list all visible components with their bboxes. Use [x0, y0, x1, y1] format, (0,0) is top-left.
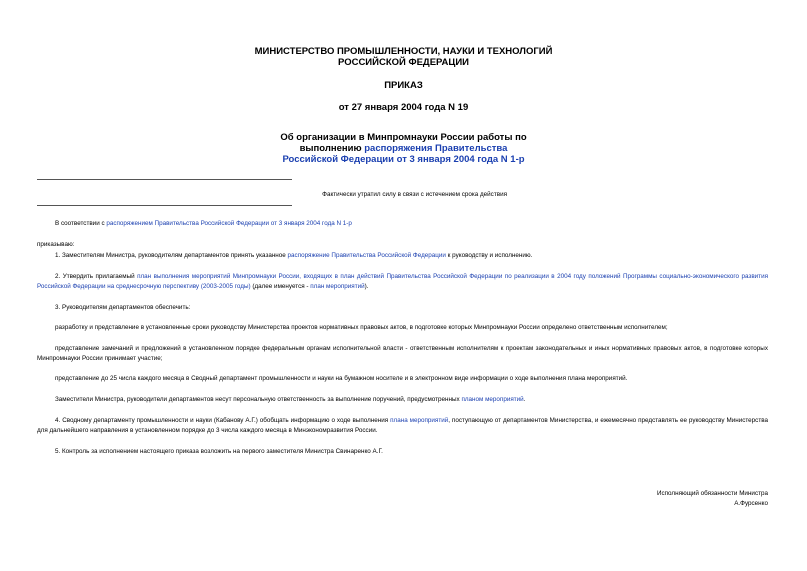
- ministry-heading: [0, 46, 807, 68]
- paragraph-item-3: 3. Руководителям департаментов обеспечить:: [55, 304, 191, 311]
- item-4-text-after: , поступающую от департаментов Министерства, и ежемесячно представлять ее руководству Министерства для дальнейшего направления в установленном порядке до 3 числа каждого месяца в Минэкономразвития России.: [37, 417, 768, 434]
- title-order-link-continued[interactable]: Российской Федерации от 3 января 2004 года N 1-р: [282, 154, 525, 165]
- responsibility-text-before: Заместители Министра, руководители департаментов несут персональную ответственность за выполнение поручений, предусмотренных: [55, 396, 462, 403]
- document-date-number: от 27 января 2004 года N 19: [338, 102, 469, 113]
- paragraph-item-3-b: представление замечаний и предложений в установленном порядке федеральным органам исполнительной власти - ответственным исполнителям к проектам законодательных и иных нормативных правовых актов, в подготовке которых Минпромнауки России принимает участие;: [37, 345, 768, 362]
- item-4-plan-link[interactable]: плана мероприятий: [390, 417, 449, 424]
- paragraph-item-2: [37, 272, 768, 292]
- title-line-2: [0, 143, 807, 154]
- preamble-order-link[interactable]: распоряжением Правительства Российской Федерации от 3 января 2004 года N 1-р: [106, 220, 352, 227]
- paragraph-item-5: 5. Контроль за исполнением настоящего приказа возложить на первого заместителя Министра Свинаренко А.Г.: [55, 448, 383, 455]
- document-type: ПРИКАЗ: [384, 80, 423, 91]
- status-note: Фактически утратил силу в связи с истечением срока действия: [322, 191, 507, 198]
- divider-top: [37, 179, 292, 180]
- item-4-text-before: 4. Сводному департаменту промышленности и науки (Кабанову А.Г.) обобщать информацию о ходе выполнения: [55, 417, 391, 424]
- item-2-text-middle: (далее именуется -: [250, 283, 311, 290]
- ministry-line-2: РОССИЙСКОЙ ФЕДЕРАЦИИ: [337, 57, 469, 68]
- item-1-text-before: 1. Заместителям Министра, руководителям департаментов принять указанное: [55, 252, 288, 259]
- paragraph-item-1: [37, 251, 768, 261]
- signature-name: А.Фурсенко: [734, 500, 768, 507]
- paragraph-responsibility: [37, 395, 768, 405]
- signature-position: Исполняющий обязанности Министра: [656, 490, 768, 497]
- responsibility-plan-link[interactable]: планом мероприятий: [461, 396, 524, 403]
- item-1-order-link[interactable]: распоряжение Правительства Российской Федерации: [287, 252, 446, 259]
- item-2-text-before: 2. Утвердить прилагаемый: [55, 273, 138, 280]
- title-line-2-text: выполнению: [299, 143, 365, 154]
- title-order-link[interactable]: распоряжения Правительства: [364, 143, 508, 154]
- item-1-text-after: к руководству и исполнению.: [445, 252, 533, 259]
- preamble-text: В соответствии с: [55, 220, 107, 227]
- ministry-line-1: МИНИСТЕРСТВО ПРОМЫШЛЕННОСТИ, НАУКИ И ТЕХНОЛОГИЙ: [254, 46, 553, 57]
- title-line-1: Об организации в Минпромнауки России работы по: [280, 132, 527, 143]
- item-2-plan-short-link[interactable]: план мероприятий: [310, 283, 365, 290]
- paragraph-item-4: [37, 416, 768, 436]
- paragraph-preamble: [37, 219, 768, 229]
- paragraph-item-3-c: представление до 25 числа каждого месяца в Сводный департамент промышленности и науки на бумажном носителе и в электронном виде информации о ходе выполнения плана мероприятий.: [55, 375, 628, 382]
- divider-bottom: [37, 205, 292, 206]
- paragraph-order-word: приказываю:: [37, 241, 75, 248]
- document-title: [0, 132, 807, 165]
- paragraph-item-3-a: разработку и представление в установленные сроки руководству Министерства проектов нормативных правовых актов, в подготовке которых Минпромнауки России определено ответственным исполнителем;: [55, 324, 668, 331]
- item-2-plan-link[interactable]: план выполнения мероприятий Минпромнауки России, входящих в план действий Правительства Российской Федерации по реализации в 2004 году положений Программы социально-экономического развития Российской Федерации на среднесрочную перспективу (2003-2005 годы): [37, 273, 768, 290]
- item-2-text-after: ).: [364, 283, 369, 290]
- responsibility-text-after: .: [523, 396, 526, 403]
